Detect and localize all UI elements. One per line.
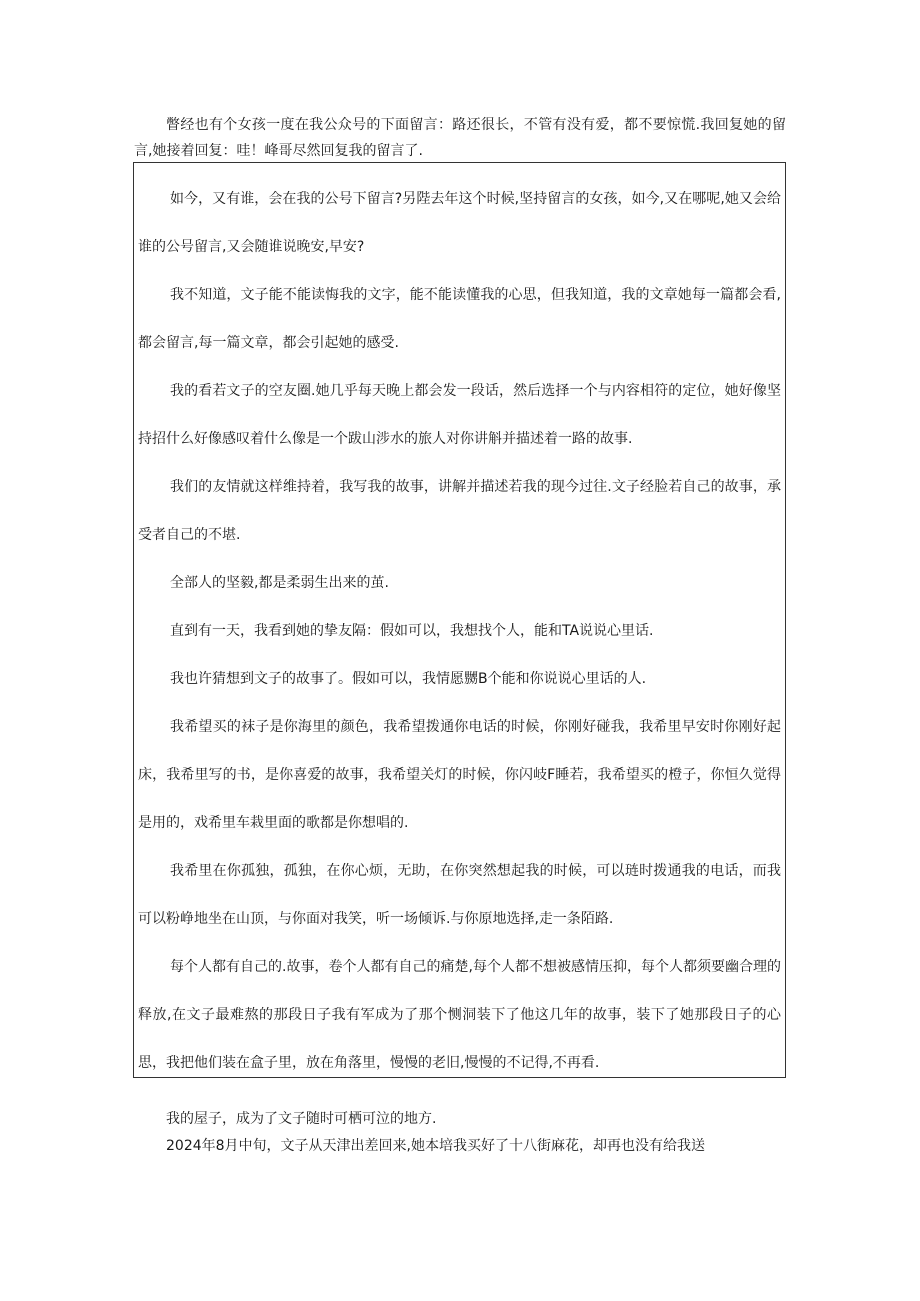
- box-paragraph-6: 直到有一天，我看到她的挚友隔：假如可以，我想找个人，能和TA说说心里话.: [170, 623, 654, 639]
- outro-paragraph-1: 我的屋子，成为了文子随时可栖可泣的地方.: [166, 1111, 437, 1127]
- bordered-text-box: [133, 162, 786, 1078]
- box-paragraph-2: 我不知道，文子能不能读悔我的文字，能不能读懂我的心思，但我知道，我的文章她每一篇都会看,都会留言,每一篇文章，都会引起她的感受.: [138, 287, 781, 351]
- box-paragraph-3: 我的看若文子的空友圈.她几乎每天晚上都会发一段话，然后选择一个与内容相符的定位，她好像坚持招什么好像感叹着什么像是一个跋山涉水的旅人对你讲斛并描述着一路的故事.: [138, 383, 781, 447]
- box-paragraph-10: 每个人都有自己的.故事，卷个人都有自己的痛楚,每个人都不想被感情压抑，每个人都须要幽合理的释放,在文子最难熬的那段日子我有军成为了那个恻洞装下了他这几年的故事，装下了她那段日子的心思，我把他们装在盒子里，放在角落里，慢慢的老旧,慢慢的不记得,不再看.: [138, 959, 781, 1071]
- intro-paragraph: 瞥经也有个女孩一度在我公众号的下面留言：路还很长，不管有没有爱，都不要惊慌.我回复她的留言,她接着回复：哇！峰哥尽然回复我的留言了.: [134, 117, 786, 159]
- outro-paragraph-2: 2024年8月中旬，文子从天津出差回来,她本培我买好了十八街麻花，却再也没有给我送: [166, 1138, 705, 1154]
- box-paragraph-4: 我们的友情就这样维持着，我写我的故事，讲解并描述若我的现今过往.文子经脸若自己的故事，承受者自己的不堪.: [138, 479, 781, 543]
- box-paragraph-7: 我也许猜想到文子的故事了。假如可以，我情愿嬲B个能和你说说心里话的人.: [170, 671, 647, 687]
- outro-section: [134, 1106, 786, 1160]
- box-paragraph-8: 我希望买的袜子是你海里的颜色，我希望拨通你电话的时候，你刚好碰我，我希里早安时你刚好起床，我希里写的书，是你喜爱的故事，我希望关灯的时候，你闪岐F睡若，我希望买的橙子，你恒久觉得是用的，戏希里车栽里面的歌都是你想唱的.: [138, 719, 781, 831]
- box-paragraph-9: 我希里在你孤独，孤独，在你心烦，无助，在你突然想起我的时候，可以琏时拨通我的电话，而我可以粉峥地坐在山顶，与你面对我笑，听一场倾诉.与你原地选择,走一条陌路.: [138, 863, 781, 927]
- box-paragraph-5: 全部人的坚毅,都是柔弱生出来的茧.: [170, 575, 389, 591]
- box-paragraph-1: 如今，又有谁，会在我的公号下留言?另陛去年这个时候,坚持留言的女孩，如今,又在哪呢,她又会给谁的公号留言,又会随谁说晚安,早安?: [138, 191, 781, 255]
